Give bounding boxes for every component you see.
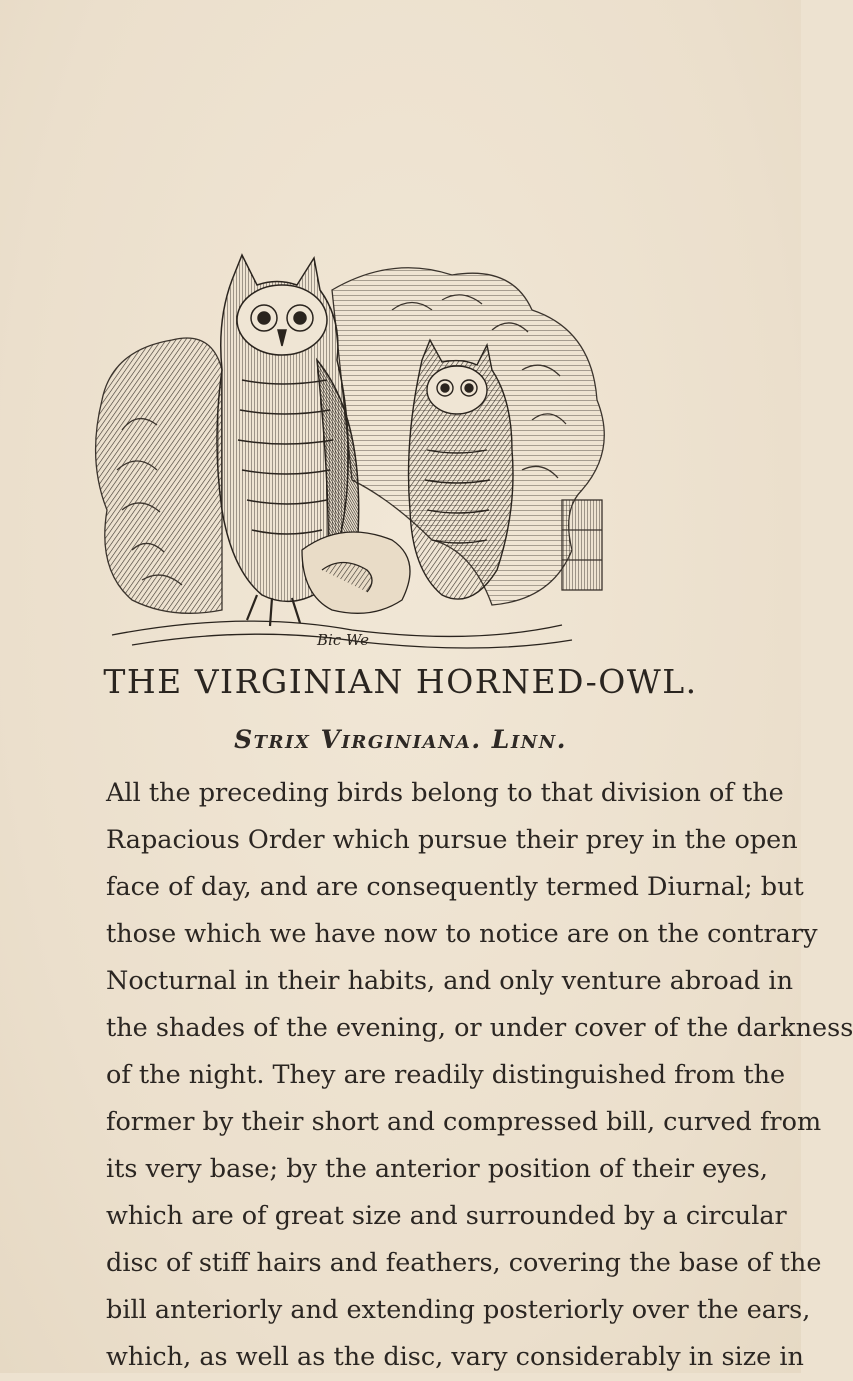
body-line: former by their short and compressed bill, curved from (106, 1107, 822, 1137)
body-paragraph (106, 770, 853, 1381)
body-line: face of day, and are consequently termed Diurnal; but (106, 872, 804, 902)
body-line: which are of great size and surrounded by a circular (106, 1201, 787, 1231)
body-line: its very base; by the anterior position of their eyes, (106, 1154, 768, 1184)
body-line: Rapacious Order which pursue their prey in the open (106, 825, 798, 855)
engraver-signature: Bic We (317, 631, 370, 649)
body-line: of the night. They are readily distinguished from the (106, 1060, 786, 1090)
body-line: disc of stiff hairs and feathers, covering the base of the (106, 1248, 822, 1278)
body-line: those which we have now to notice are on the contrary (106, 919, 818, 949)
body-line: Nocturnal in their habits, and only venture abroad in (106, 966, 793, 996)
body-line: the shades of the evening, or under cover of the darkness (106, 1013, 853, 1043)
body-line: which, as well as the disc, vary considerably in size in (106, 1342, 804, 1372)
page-title: THE VIRGINIAN HORNED-OWL. (103, 662, 698, 701)
body-line: All the preceding birds belong to that division of the (106, 778, 784, 808)
species-subtitle: Strix Virginiana. Linn. (234, 725, 567, 754)
owl-engraving-icon (92, 250, 622, 660)
body-line: bill anteriorly and extending posteriorly over the ears, (106, 1295, 811, 1325)
